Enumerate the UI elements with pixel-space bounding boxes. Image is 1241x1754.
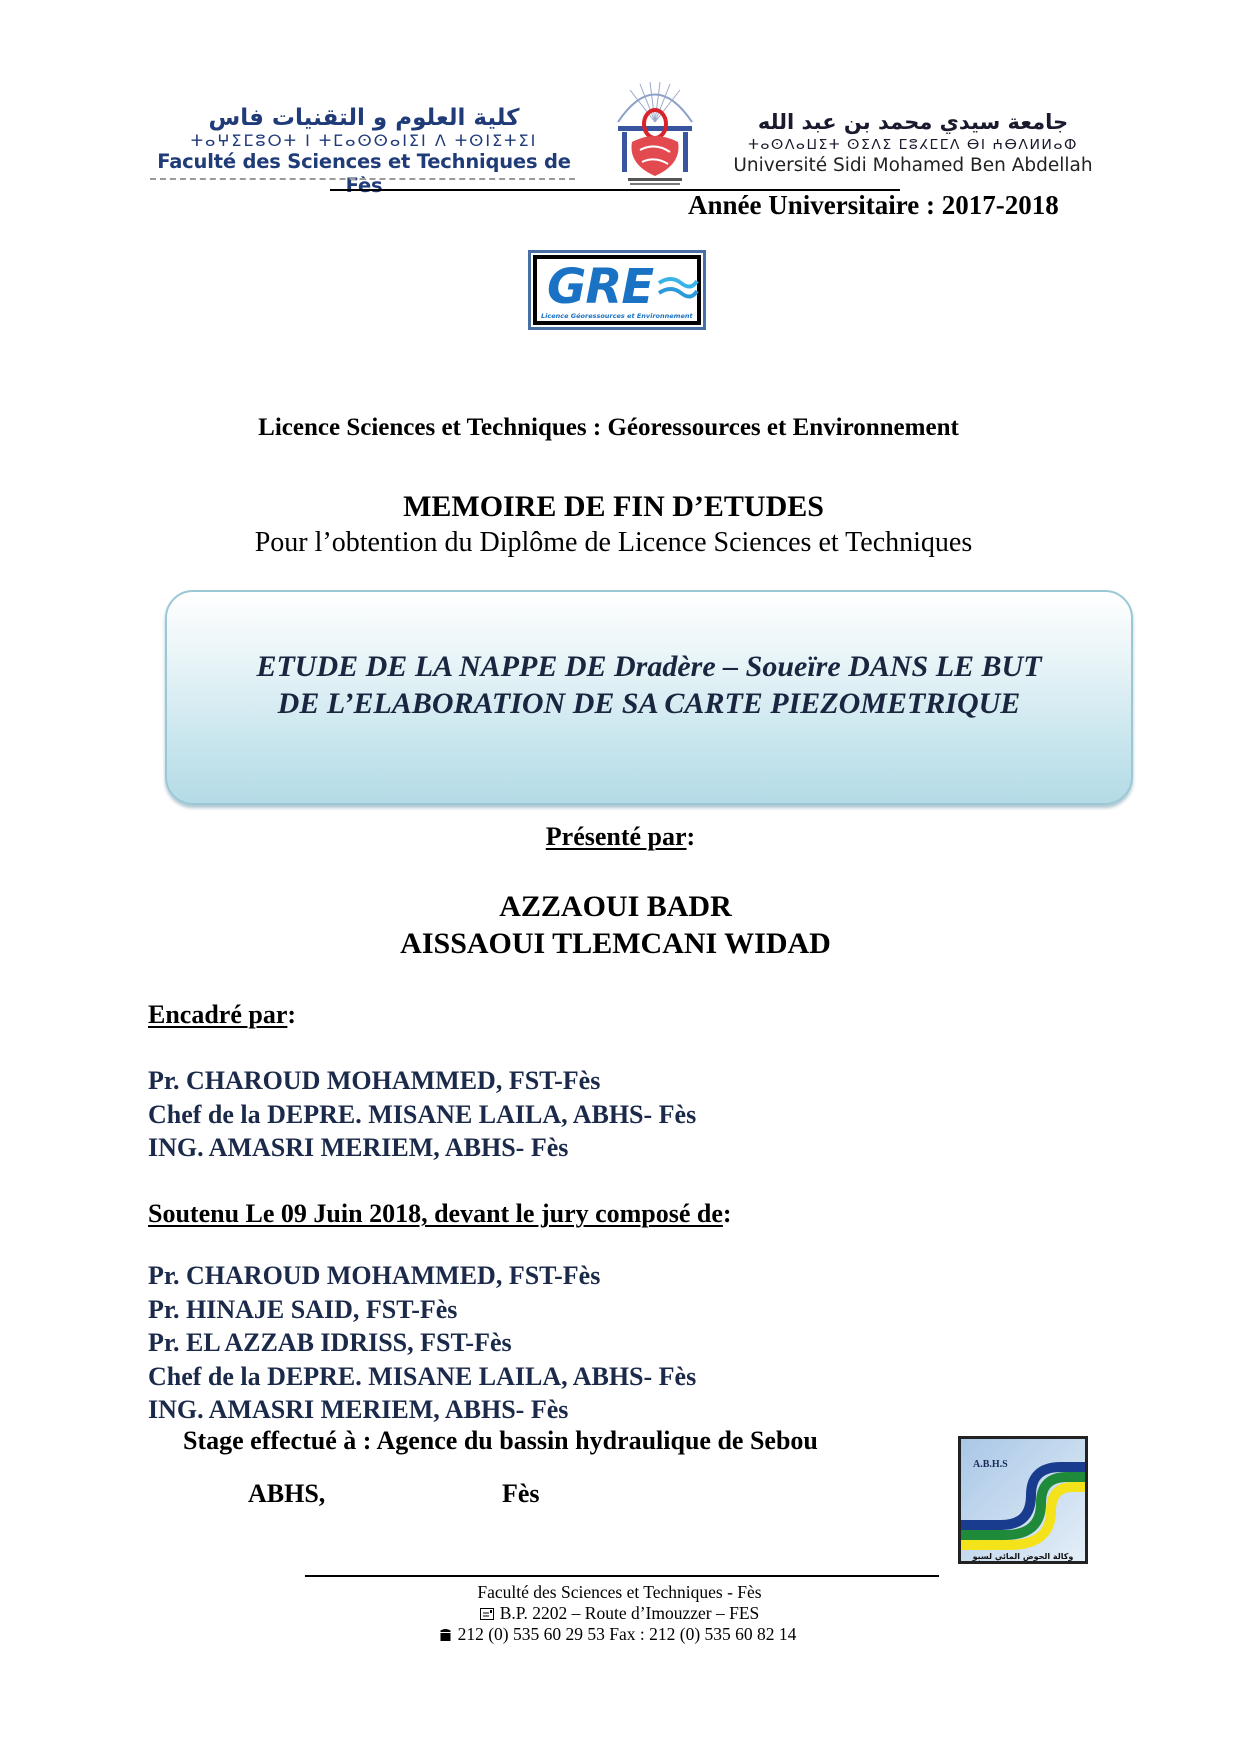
- svg-text:A.B.H.S: A.B.H.S: [973, 1459, 1008, 1470]
- supervised-by-heading: Encadré par:: [148, 1000, 297, 1029]
- abhs-wave-icon: [961, 1439, 1085, 1561]
- gre-logo-letters: GRE: [547, 259, 654, 315]
- gre-logo-subtitle: Licence Géoressources et Environnement: [541, 312, 693, 320]
- jury-member: Pr. CHAROUD MOHAMMED, FST-Fès: [148, 1261, 601, 1290]
- footer-institution: Faculté des Sciences et Techniques - Fès: [477, 1582, 762, 1602]
- university-emblem-icon: [610, 72, 700, 190]
- thesis-title: [167, 648, 1131, 722]
- gre-logo: [528, 250, 706, 330]
- thesis-title-line-1: ETUDE DE LA NAPPE DE Dradère – Soueïre DANS LE BUT: [256, 650, 1042, 683]
- jury-member: Pr. EL AZZAB IDRISS, FST-Fès: [148, 1328, 512, 1357]
- presented-by-heading: Présenté par:: [545, 822, 696, 851]
- mailbox-icon: [480, 1604, 494, 1626]
- jury-list: [148, 1259, 696, 1427]
- supervisor-item: Pr. CHAROUD MOHAMMED, FST-Fès: [148, 1066, 601, 1095]
- faculty-name-arabic: كلية العلوم و التقنيات فاس: [208, 105, 520, 131]
- faculty-header: [148, 104, 580, 198]
- university-name-arabic: جامعة سيدي محمد بن عبد الله: [757, 110, 1069, 134]
- internship-location: Stage effectué à : Agence du bassin hydraulique de Sebou: [183, 1426, 818, 1455]
- university-header: [728, 108, 1098, 178]
- abhs-logo: [958, 1436, 1088, 1564]
- supervisor-item: Chef de la DEPRE. MISANE LAILA, ABHS- Fès: [148, 1099, 697, 1129]
- supervised-by-label: Encadré par: [148, 1000, 288, 1029]
- jury-member: ING. AMASRI MERIEM, ABHS- Fès: [148, 1395, 569, 1424]
- faculty-name-french: Faculté des Sciences et Techniques de Fès: [157, 150, 571, 197]
- footer-address: [0, 1603, 1240, 1626]
- supervisors-list: [148, 1064, 696, 1165]
- supervisor-item: ING. AMASRI MERIEM, ABHS- Fès: [148, 1133, 569, 1162]
- thesis-title-line-2: DE L’ELABORATION DE SA CARTE PIEZOMETRIQUE: [277, 687, 1021, 720]
- wave-icon: [657, 267, 699, 313]
- internship-city: Fès: [502, 1479, 540, 1508]
- author-1: AZZAOUI BADR: [499, 890, 732, 923]
- program-name: Licence Sciences et Techniques : Géoressources et Environnement: [258, 414, 959, 441]
- author-2: AISSAOUI TLEMCANI WIDAD: [400, 927, 831, 960]
- academic-year: Année Universitaire : 2017-2018: [688, 190, 1059, 220]
- footer-rule: [305, 1575, 939, 1577]
- footer-phone-text: 212 (0) 535 60 29 53 Fax : 212 (0) 535 60 82 14: [457, 1624, 797, 1644]
- jury-member: Pr. HINAJE SAID, FST-Fès: [148, 1294, 458, 1324]
- internship-org: ABHS,: [248, 1479, 326, 1508]
- defense-heading: Soutenu Le 09 Juin 2018, devant le jury composé de:: [148, 1199, 732, 1228]
- footer-address-text: B.P. 2202 – Route d’Imouzzer – FES: [499, 1603, 760, 1623]
- presented-by-label: Présenté par: [545, 822, 687, 851]
- university-name-french: Université Sidi Mohamed Ben Abdellah: [733, 155, 1093, 176]
- faculty-decorative-rule: [150, 178, 575, 182]
- university-name-tifinagh: ⵜⴰⵙⴷⴰⵡⵉⵜ ⵙⵉⴷⵉ ⵎⵓⵃⵎⵎⴷ ⴱⵏ ⵄⴱⴷⵍⵍⴰⵀ: [748, 137, 1078, 153]
- document-purpose: Pour l’obtention du Diplôme de Licence Sciences et Techniques: [254, 527, 973, 558]
- telephone-icon: [439, 1625, 452, 1647]
- jury-member: Chef de la DEPRE. MISANE LAILA, ABHS- Fès: [148, 1361, 697, 1391]
- faculty-name-tifinagh: ⵜⴰⵖⵉⵎⵓⵔⵜ ⵏ ⵜⵎⴰⵙⵙⴰⵏⵉⵏ ⴷ ⵜⵙⵏⵉⵜⵉⵏ: [190, 131, 538, 150]
- thesis-title-box: [165, 590, 1133, 805]
- svg-text:وكالة الحوض المائي لسبو: وكالة الحوض المائي لسبو: [972, 1552, 1074, 1561]
- document-type: MEMOIRE DE FIN D’ETUDES: [403, 490, 824, 523]
- footer-phone: [0, 1624, 1238, 1647]
- defense-label: Soutenu Le 09 Juin 2018, devant le jury composé de: [148, 1199, 723, 1228]
